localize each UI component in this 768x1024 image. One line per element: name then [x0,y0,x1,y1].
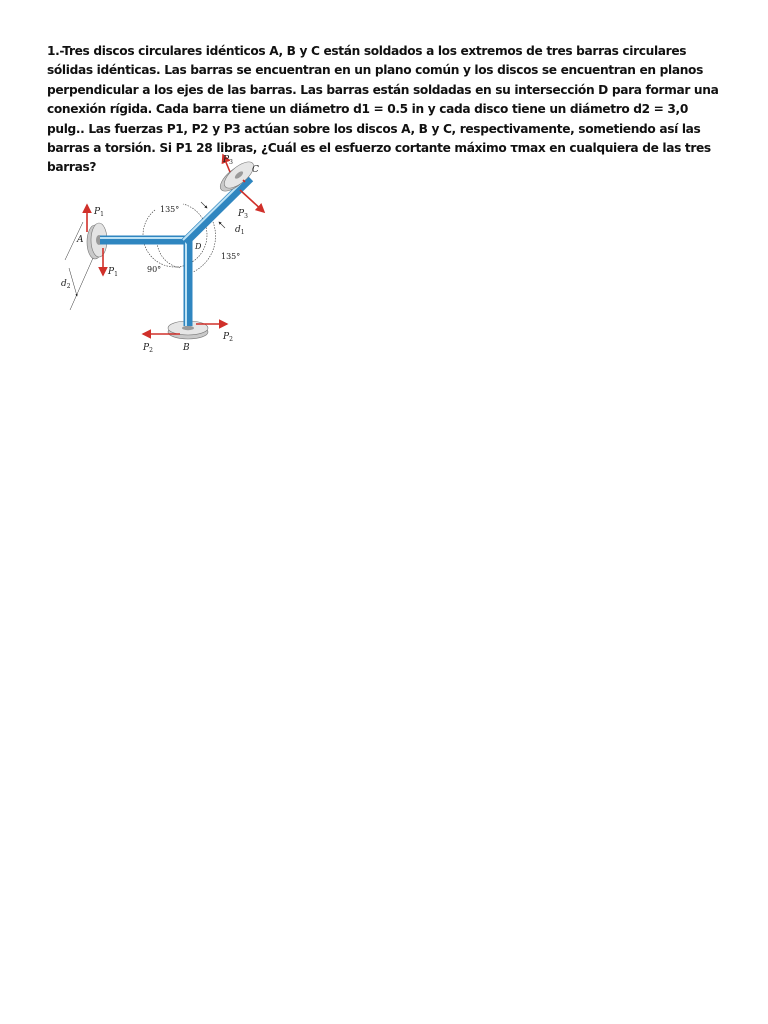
label-p3-bottom: $P_3$ [238,209,248,220]
problem-statement: 1.-Tres discos circulares idénticos A, B y C están soldados a los extremos de tres barras circulares sólidas idénticas. Las barras se encuentran en un plano común y los discos se encuentran en planos perpendicular a los ejes de las barras. Las barras están soldadas en su intersección D para formar una conexión rígida. Cada barra tiene un diámetro d1 = 0.5 in y cada disco tiene un diámetro d2 = 3,0 pulg.. Las fuerzas P1, P2 y P3 actúan sobre los discos A, B y C, respectivamente, sometiendo así las barras a torsión. Si P1 28 libras, ¿Cuál es el esfuerzo cortante máximo τmax en cualquiera de las tres barras? [47,44,719,175]
label-p1-top: $P_1$ [94,207,104,218]
label-p1-bottom: $P_1$ [108,267,118,278]
d1-arrow-bottom [219,222,225,228]
label-b: B [183,343,190,353]
label-p2-left: $P_2$ [143,343,153,354]
d1-arrow-top [201,202,207,208]
torsion-bars-figure [55,150,248,360]
label-p3-top: $P_3$ [223,155,233,166]
label-d2: $d_2$ [61,279,71,290]
disk-c-overlay [230,150,280,220]
label-d1: $d_1$ [235,225,245,236]
label-angle-right: 135° [221,252,241,261]
force-p3-bottom-arrow [240,190,264,212]
label-d: D [195,242,202,251]
label-a: A [77,235,84,245]
label-angle-left: 90° [147,265,162,274]
label-c: C [252,165,259,175]
bar-ad [100,238,188,240]
label-p2-right: $P_2$ [223,332,233,343]
label-angle-top: 135° [160,205,180,214]
bar-bd [186,240,188,326]
